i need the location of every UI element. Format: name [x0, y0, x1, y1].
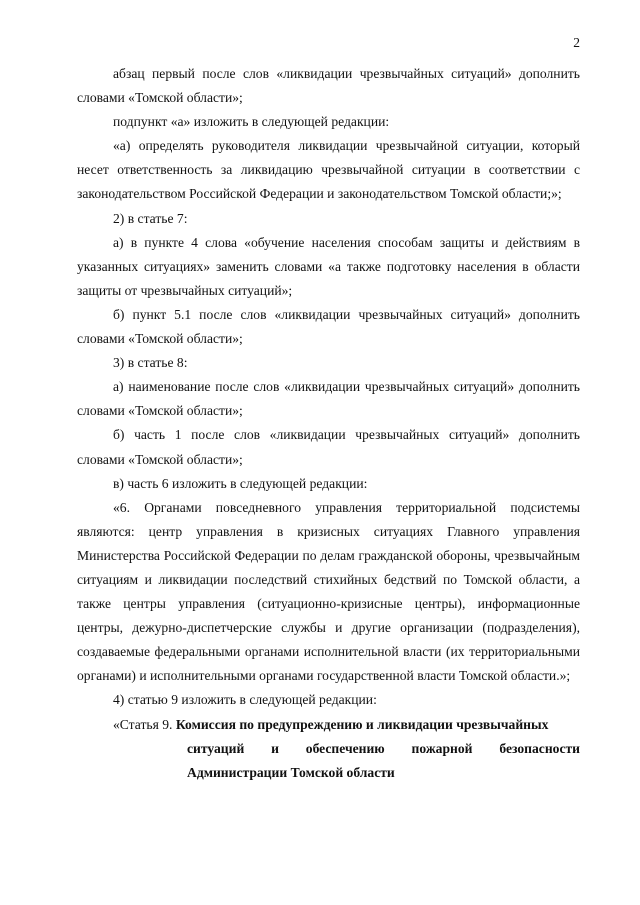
- paragraph-5: а) в пункте 4 слова «обучение населения способам защиты и действиям в указанных ситуациях» заменить словами «а также подготовку населения в области защиты от чрезвычайных ситуаций»;: [77, 234, 580, 298]
- page-number: 2: [573, 35, 580, 50]
- paragraph-6: б) пункт 5.1 после слов «ликвидации чрезвычайных ситуаций» дополнить словами «Томской области»;: [77, 306, 580, 347]
- paragraph-11: «6. Органами повседневного управления территориальной подсистемы являются: центр управления в кризисных ситуациях Главного управления Министерства Российской Федерации по делам гражданской обороны, чрезвычайным ситуациям и ликвидации последствий стихийных бедствий по Томской области, а также центры управления (ситуационно-кризисные центры), информационные центры, дежурно-диспетчерские службы и другие организации (подразделения), создаваемые федеральными органами исполнительной власти (их территориальными органами) и исполнительными органами государственной власти Томской области.»;: [77, 499, 580, 684]
- article-heading-line: [77, 713, 580, 737]
- paragraph-7: 3) в статье 8:: [113, 355, 188, 371]
- paragraph-8: а) наименование после слов «ликвидации чрезвычайных ситуаций» дополнить словами «Томской области»;: [77, 379, 580, 419]
- paragraph-2: подпункт «а» изложить в следующей редакции:: [113, 114, 390, 130]
- paragraph-3: «а) определять руководителя ликвидации чрезвычайной ситуации, который несет ответственность за ликвидацию чрезвычайной ситуации в соответствии с законодательством Российской Федерации и законодательством Томской области;»;: [77, 138, 580, 202]
- article-prefix: «Статья 9.: [113, 716, 173, 732]
- paragraph-10: в) часть 6 изложить в следующей редакции:: [113, 475, 368, 491]
- document-body: [77, 62, 580, 785]
- paragraph-1: абзац первый после слов «ликвидации чрезвычайных ситуаций» дополнить словами «Томской области»;: [77, 66, 580, 106]
- paragraph-4: 2) в статье 7:: [113, 210, 188, 226]
- article-title-line1: Комиссия по предупреждению и ликвидации чрезвычайных: [175, 716, 549, 732]
- paragraph-9: б) часть 1 после слов «ликвидации чрезвычайных ситуаций» дополнить словами «Томской области»;: [77, 427, 580, 467]
- article-title-rest: ситуаций и обеспечению пожарной безопасности Администрации Томской области: [187, 740, 580, 780]
- paragraph-12: 4) статью 9 изложить в следующей редакции:: [113, 692, 377, 708]
